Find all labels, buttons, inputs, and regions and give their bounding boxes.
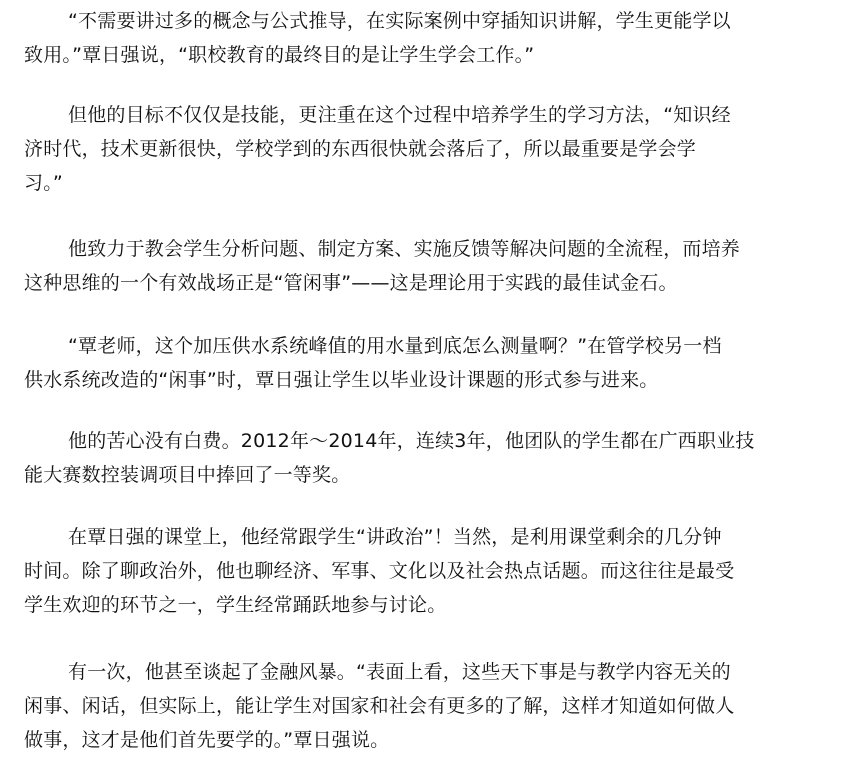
- paragraph-line: “不需要讲过多的概念与公式推导，在实际案例中穿插知识讲解，学生更能学以: [68, 10, 731, 32]
- paragraph-line: 这种思维的一个有效战场正是“管闲事”——这是理论用于实践的最佳试金石。: [24, 272, 678, 294]
- paragraph-5: [24, 424, 824, 492]
- paragraph-line: 他的苦心没有白费。2012年～2014年，连续3年，他团队的学生都在广西职业技: [68, 430, 755, 452]
- paragraph-line: “覃老师，这个加压供水系统峰值的用水量到底怎么测量啊？”在管学校另一档: [68, 335, 722, 357]
- paragraph-1: [24, 4, 824, 72]
- paragraph-line: 学生欢迎的环节之一，学生经常踊跃地参与讨论。: [24, 594, 447, 616]
- paragraph-7: [24, 655, 824, 757]
- paragraph-line: 闲事、闲话，但实际上，能让学生对国家和社会有更多的了解，这样才知道如何做人: [24, 695, 735, 717]
- paragraph-line: 做事，这才是他们首先要学的。”覃日强说。: [24, 729, 390, 751]
- paragraph-line: 致用。”覃日强说，“职校教育的最终目的是让学生学会工作。”: [24, 44, 535, 66]
- paragraph-line: 能大赛数控装调项目中捧回了一等奖。: [24, 464, 351, 486]
- paragraph-line: 供水系统改造的“闲事”时，覃日强让学生以毕业设计课题的形式参与进来。: [24, 369, 659, 391]
- paragraph-line: 时间。除了聊政治外，他也聊经济、军事、文化以及社会热点话题。而这往往是最受: [24, 560, 735, 582]
- paragraph-line: 济时代，技术更新很快，学校学到的东西很快就会落后了，所以最重要是学会学: [24, 138, 697, 160]
- paragraph-4: [24, 329, 824, 397]
- paragraph-3: [24, 232, 824, 300]
- paragraph-2: [24, 98, 824, 200]
- paragraph-line: 有一次，他甚至谈起了金融风暴。“表面上看，这些天下事是与教学内容无关的: [68, 661, 731, 683]
- paragraph-6: [24, 520, 824, 622]
- paragraph-line: 他致力于教会学生分析问题、制定方案、实施反馈等解决问题的全流程，而培养: [68, 238, 741, 260]
- paragraph-line: 在覃日强的课堂上，他经常跟学生“讲政治”！当然，是利用课堂剩余的几分钟: [68, 526, 722, 548]
- paragraph-line: 习。”: [24, 172, 63, 194]
- paragraph-line: 但他的目标不仅仅是技能，更注重在这个过程中培养学生的学习方法，“知识经: [68, 104, 731, 126]
